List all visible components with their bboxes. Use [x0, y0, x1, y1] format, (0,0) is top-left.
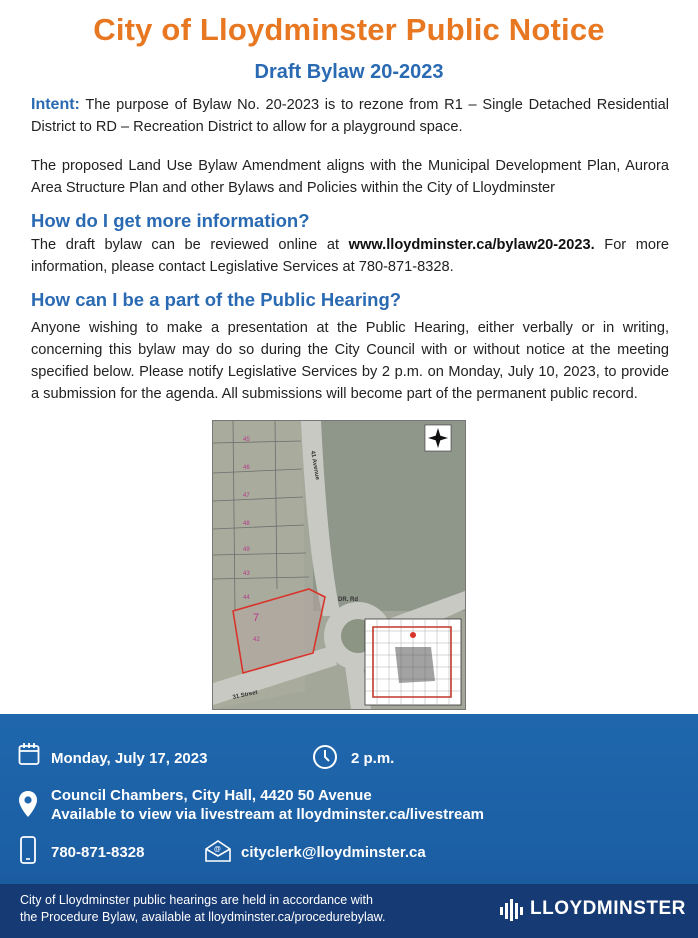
event-time: 2 p.m.: [351, 750, 395, 767]
alignment-paragraph: The proposed Land Use Bylaw Amendment aligns with the Municipal Development Plan, Aurora Area Structure Plan and other Bylaws and Policies within the City of Lloydminster: [31, 158, 669, 196]
page-subtitle: Draft Bylaw 20-2023: [254, 61, 444, 83]
footer-text: [20, 892, 385, 926]
lot-label: 47: [243, 493, 250, 499]
block-label: 7: [253, 612, 260, 624]
hearing-paragraph: Anyone wishing to make a presentation at the Public Hearing, either verbally or in writing, concerning this bylaw may do so during the City Council with or without notice at the meeting specified below. Please notify Legislative Services by 2 p.m. on Monday, July 10, 2023, to provide a submission for the agenda. All submissions will become part of the permanent public record.: [31, 320, 669, 402]
phone-icon: [20, 836, 36, 864]
lot-label: 46: [243, 465, 250, 471]
phone-number[interactable]: 780-871-8328: [51, 844, 145, 861]
intent-text: The purpose of Bylaw No. 20-2023 is to rezone from R1 – Single Detached Residential District to RD – Recreation District to allow for a playground space.: [31, 97, 669, 135]
email-icon: [205, 840, 231, 862]
clock-icon: [312, 744, 338, 770]
intent-paragraph: [31, 94, 669, 138]
map-graphic: [213, 421, 465, 709]
event-date: Monday, July 17, 2023: [51, 750, 208, 767]
svg-text:@: @: [214, 846, 221, 853]
more-info-heading: How do I get more information?: [31, 210, 310, 231]
lot-label: 44: [243, 595, 250, 601]
footer-line-1: City of Lloydminster public hearings are held in accordance with: [20, 893, 373, 907]
inset-city-map: [365, 619, 461, 705]
more-info-paragraph: [31, 234, 669, 278]
street-label-street: 31 Street: [232, 689, 259, 701]
street-label-avenue: 41 Avenue: [309, 450, 321, 481]
north-arrow-icon: [425, 425, 451, 451]
lot-label: 45: [243, 437, 250, 443]
more-info-text-after: For more information, please contact Legislative Services at 780-871-8328.: [31, 237, 669, 275]
hearing-heading: How can I be a part of the Public Hearing?: [31, 289, 402, 310]
location-map: [212, 420, 466, 710]
street-label-dr: DR. Rd: [338, 597, 358, 603]
lot-label: 43: [243, 571, 250, 577]
bylaw-link[interactable]: www.lloydminster.ca/bylaw20-2023.: [348, 237, 595, 253]
lot-label: 49: [243, 547, 250, 553]
event-location: Council Chambers, City Hall, 4420 50 Avenue: [51, 787, 372, 804]
calendar-icon: [18, 742, 40, 766]
livestream-info[interactable]: Available to view via livestream at lloydminster.ca/livestream: [51, 806, 484, 823]
lot-label: 42: [253, 637, 260, 643]
lot-label: 48: [243, 521, 250, 527]
email-address[interactable]: cityclerk@lloydminster.ca: [241, 844, 426, 861]
more-info-text-before: The draft bylaw can be reviewed online at: [31, 237, 349, 253]
logo-wordmark: LLOYDMINSTER: [530, 898, 686, 919]
intent-label: Intent:: [31, 96, 80, 113]
page-title: City of Lloydminster Public Notice: [93, 12, 605, 47]
footer-line-2[interactable]: the Procedure Bylaw, available at lloydminster.ca/procedurebylaw.: [20, 910, 386, 924]
location-pin-icon: [18, 790, 38, 818]
